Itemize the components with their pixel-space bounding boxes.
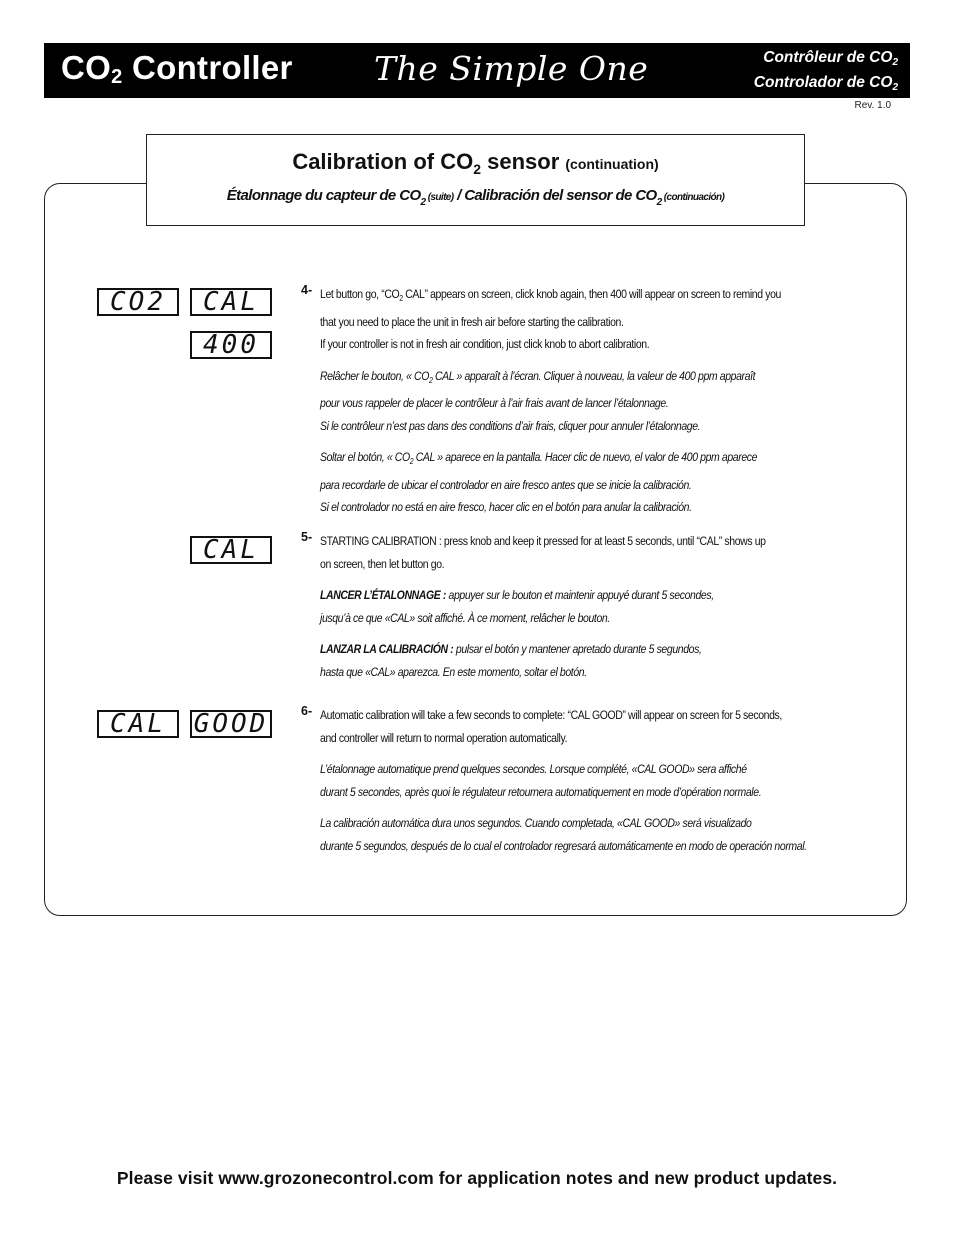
- lcd-display-good: GOOD: [190, 710, 272, 738]
- title-fr: Contrôleur de $CO_2$: [763, 49, 898, 68]
- lcd-display-cal: CAL: [190, 288, 272, 316]
- step-text-es: La calibración automática dura unos segundos. Cuando completada, «CAL GOOD» será visualizado durante 5 segundos, después de lo cual el controlador regresará automáticamente en modo de operación normal.: [320, 816, 807, 853]
- step-6: [301, 704, 861, 857]
- lcd-display-cal-start: CAL: [190, 536, 272, 564]
- step-text-fr: Relâcher le bouton, « $CO_2$ CAL » apparaît à l’écran. Cliquer à nouveau, la valeur de 400 ppm apparaît pour vous rappeler de placer le contrôleur à l’air frais avant de lancer l’étalonnage. Si le contrôleur n’est pas dans des conditions d’air frais, cliquer pour annuler l’étalonnage.: [320, 368, 756, 433]
- step-number: 4-: [301, 283, 313, 297]
- step-4: [301, 283, 861, 519]
- section-title-box: [146, 134, 805, 226]
- section-subtitle: Étalonnage du capteur de $CO_2$ (suite) / Calibración del sensor de $CO_2$ (continuación): [226, 187, 725, 208]
- product-tagline: The Simple One: [374, 49, 649, 88]
- header-bar: [44, 43, 910, 98]
- step-text-en: STARTING CALIBRATION : press knob and keep it pressed for at least 5 seconds, until “CAL” shows up on screen, then let button go.: [320, 534, 766, 571]
- step-5: [301, 530, 861, 683]
- step-text-en: Automatic calibration will take a few seconds to complete: “CAL GOOD” will appear on screen for 5 seconds, and controller will return to normal operation automatically.: [320, 708, 782, 745]
- step-text-es: Soltar el botón, « $CO_2$ CAL » aparece en la pantalla. Hacer clic de nuevo, el valor de 400 ppm aparece para recordarle de ubicar el controlador en aire fresco antes que se inicie la calibración. Si el controlador no está en aire fresco, hacer clic en el botón para anular la calibración.: [320, 450, 758, 514]
- step-text-es: LANZAR LA CALIBRACIÓN : pulsar el botón y mantener apretado durante 5 segundos, hasta que «CAL» aparezca. En este momento, soltar el botón.: [320, 642, 702, 679]
- lcd-display-cal-done: CAL: [97, 710, 179, 738]
- translated-titles: [754, 48, 898, 98]
- lcd-display-400: 400: [190, 331, 272, 359]
- lcd-display-co2: CO2: [97, 288, 179, 316]
- product-title: $CO_2$ Controller: [61, 49, 293, 88]
- step-text-en: Let button go, “$CO_2$ CAL” appears on screen, click knob again, then 400 will appear on screen to remind you that you need to place the unit in fresh air before starting the calibration. If your controller is not in fresh air condition, just click knob to abort calibration.: [320, 287, 781, 351]
- step-text-fr: L’étalonnage automatique prend quelques secondes. Lorsque complété, «CAL GOOD» sera affiché durant 5 secondes, après quoi le régulateur retournera automatiquement en mode d’opération normale.: [320, 762, 762, 799]
- title-es: Controlador de $CO_2$: [753, 74, 898, 93]
- revision-label: Rev. 1.0: [854, 100, 891, 111]
- footer-note: Please visit www.grozonecontrol.com for application notes and new product updates.: [116, 1168, 838, 1188]
- step-text-fr: LANCER L’ÉTALONNAGE : appuyer sur le bouton et maintenir appuyé durant 5 secondes, jusqu’à ce que «CAL» soit affiché. À ce moment, relâcher le bouton.: [320, 588, 714, 625]
- step-number: 6-: [301, 704, 313, 718]
- section-title: Calibration of $CO_2$ sensor (continuation): [292, 149, 659, 177]
- step-number: 5-: [301, 530, 313, 544]
